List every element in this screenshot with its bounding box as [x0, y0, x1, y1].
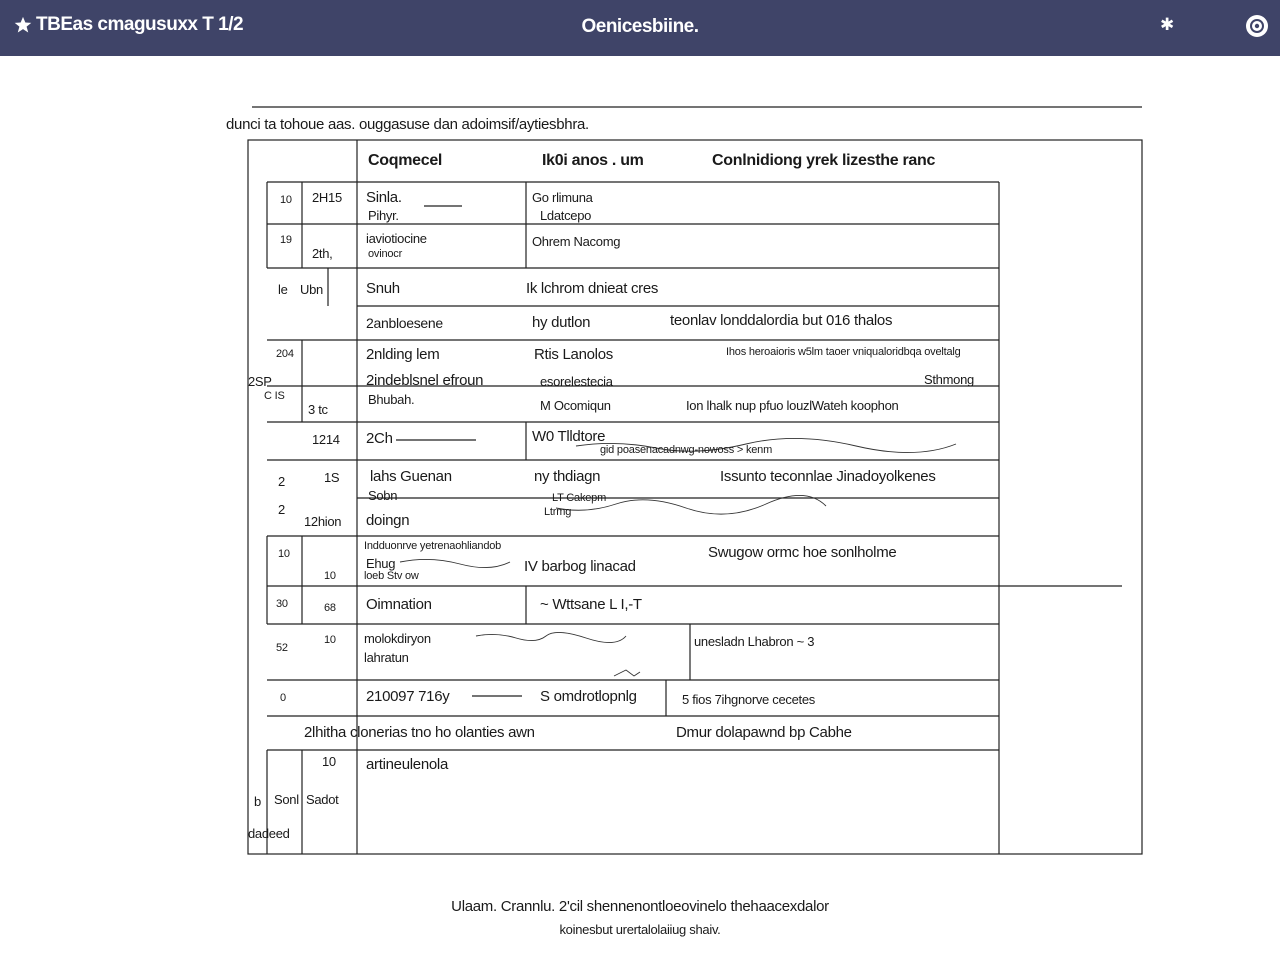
row-name-field[interactable]: Sinla.: [366, 189, 402, 206]
window-title: Oenicesbiine.: [581, 16, 699, 37]
row-id: Ubn: [300, 282, 323, 297]
row-value[interactable]: ~ Wttsane L I,-T: [540, 596, 642, 613]
row-value[interactable]: Ik lchrom dnieat cres: [526, 280, 659, 297]
row-value-sub-2: Ltrmg: [544, 506, 572, 518]
row-section-left: 2lhitha clonerias tno ho olanties awn: [304, 724, 535, 741]
app-brand-label: TBEas cmagusuxx T 1/2: [36, 14, 244, 35]
row-id: 10: [322, 754, 336, 769]
settings-button[interactable]: [1246, 15, 1268, 37]
pin-icon[interactable]: ✱: [1160, 15, 1175, 34]
row-number-2: 2: [278, 502, 285, 517]
row-value[interactable]: Ohrem Nacomg: [532, 234, 621, 249]
row-id-2: 12hion: [304, 514, 342, 529]
gear-icon: [1246, 15, 1268, 37]
row-note: Swugow ormc hoe sonlholme: [708, 544, 897, 561]
row-name-field[interactable]: 2anbloesene: [366, 315, 443, 331]
row-number: 52: [276, 642, 288, 654]
row-value-sub: gid poasenacadnwg-nowoss > kenm: [600, 444, 773, 456]
row-value[interactable]: IV barbog linacad: [524, 558, 636, 575]
row-note: teonlav londdalordia but 016 thalos: [670, 312, 893, 329]
row-value-sub: Ldatcepo: [540, 208, 592, 223]
row-note-3: Ion lhalk nup pfuo louzlWateh koophon: [686, 398, 899, 413]
row-sub-2: loeb Stv ow: [364, 570, 419, 582]
form-instruction: dunci ta tohoue aas. ouggasuse dan adoimsif/aytiesbhra.: [226, 116, 589, 133]
row-sub: Bhubah.: [368, 392, 415, 407]
footer-line-1: Ulaam. Crannlu. 2'cil shennenontloeovinelo thehaacexdalor: [451, 898, 829, 915]
row-number: 10: [280, 194, 292, 206]
row-note: Ihos heroaioris w5lm taoer vniqualoridbqa oveltalg: [726, 346, 961, 358]
header-col3: Conlnidiong yrek lizesthe ranc: [712, 152, 936, 169]
row-side: b: [254, 794, 261, 809]
row-note-2: Sthmong: [924, 372, 974, 387]
row-id-2: Sonl: [274, 792, 299, 807]
row-id: 3 tc: [308, 402, 328, 417]
form-grid: [0, 56, 1280, 960]
row-side-2: dadeed: [248, 826, 290, 841]
row-note: 5 fios 7ihgnorve cecetes: [682, 692, 815, 707]
row-name-field[interactable]: artineulenola: [366, 756, 448, 773]
header-col1: Coqmecel: [368, 152, 443, 169]
row-sub: Pihyr.: [368, 208, 399, 223]
row-number: le: [278, 282, 288, 297]
row-number: 19: [280, 234, 292, 246]
app-titlebar: [0, 0, 1280, 56]
row-id: 2th,: [312, 246, 333, 261]
row-id: 68: [324, 602, 336, 614]
row-side: 2SP: [248, 374, 272, 389]
row-name-field-2[interactable]: 2indeblsnel efroun: [366, 372, 484, 389]
row-name-field[interactable]: 2Ch: [366, 430, 393, 447]
row-id: 1S: [324, 470, 340, 485]
row-number: 30: [276, 598, 288, 610]
row-name-field[interactable]: lahs Guenan: [370, 468, 452, 485]
row-name-field-2[interactable]: doingn: [366, 512, 410, 529]
row-note: Issunto teconnlae Jinadoyolkenes: [720, 468, 936, 485]
row-sub: ovinocr: [368, 248, 403, 260]
row-value[interactable]: W0 Tlldtore: [532, 428, 606, 445]
row-number: 10: [278, 548, 290, 560]
row-name-field[interactable]: Indduonrve yetrenaohliandob: [364, 540, 502, 552]
header-col2: Ik0i anos . um: [542, 152, 644, 169]
row-value[interactable]: Go rlimuna: [532, 190, 593, 205]
row-side-2: C IS: [264, 390, 285, 402]
row-sub: Sadot: [306, 792, 339, 807]
row-name-field[interactable]: 210097 716y: [366, 688, 450, 705]
row-id: 10: [324, 570, 336, 582]
row-value-2: esorelestecia: [540, 374, 613, 389]
row-sub: Sobn: [368, 488, 398, 503]
row-value[interactable]: hy dutlon: [532, 314, 591, 331]
footer-line-2: koinesbut urertalolaiiug shaiv.: [559, 922, 721, 937]
row-id: 10: [324, 634, 336, 646]
row-note: unesladn Lhabron ~ 3: [694, 634, 815, 649]
row-name-field[interactable]: Oimnation: [366, 596, 432, 613]
row-sub: lahratun: [364, 650, 409, 665]
row-value[interactable]: S omdrotlopnlg: [540, 688, 637, 705]
row-section-right: Dmur dolapawnd bp Cabhe: [676, 724, 852, 741]
row-sub: Ehug: [366, 556, 396, 571]
row-number: 204: [276, 348, 294, 360]
row-name-field[interactable]: molokdiryon: [364, 631, 431, 646]
row-id: 1214: [312, 432, 340, 447]
row-id: 2H15: [312, 190, 342, 205]
row-name-field[interactable]: 2nlding lem: [366, 346, 440, 363]
row-name-field[interactable]: Snuh: [366, 280, 400, 297]
row-value-3: M Ocomiqun: [540, 398, 611, 413]
row-name-field[interactable]: iaviotiocine: [366, 231, 427, 246]
row-number: 2: [278, 474, 285, 489]
row-value[interactable]: ny thdiagn: [534, 468, 601, 485]
row-value-sub: LT Cakepm: [552, 492, 607, 504]
row-value[interactable]: Rtis Lanolos: [534, 346, 613, 363]
document-form: [0, 56, 1280, 960]
row-number: 0: [280, 692, 286, 704]
